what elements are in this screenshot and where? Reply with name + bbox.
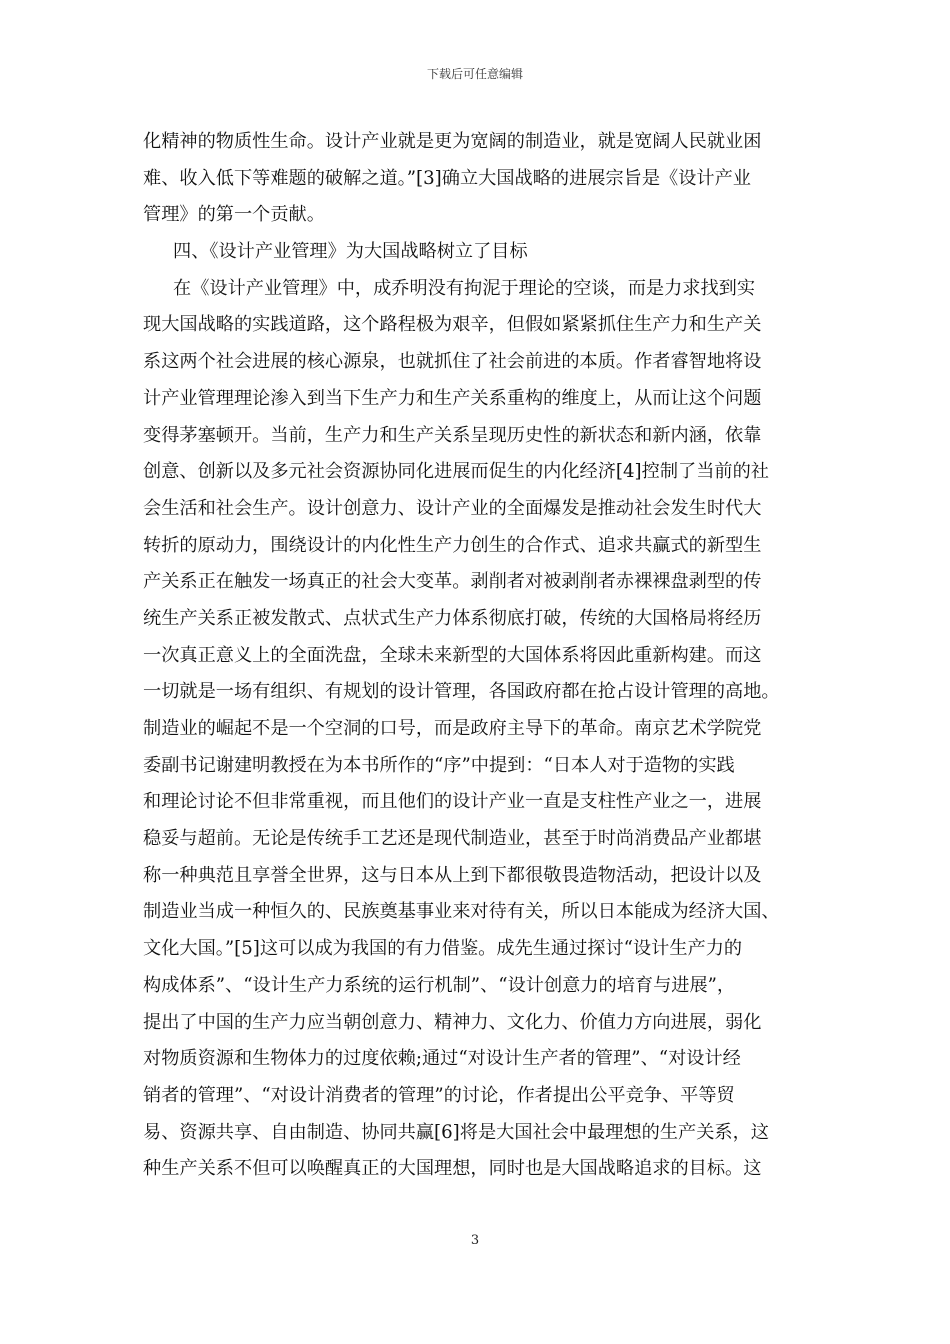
text-line: 称一种典范且享誉全世界，这与日本从上到下都很敬畏造物活动，把设计以及 bbox=[143, 864, 762, 886]
text-line: 变得茅塞顿开。当前，生产力和生产关系呈现历史性的新状态和新内涵，依靠 bbox=[143, 424, 762, 446]
text-line: 和理论讨论不但非常重视，而且他们的设计产业一直是支柱性产业之一，进展 bbox=[143, 791, 762, 813]
text-line: 化精神的物质性生命。设计产业就是更为宽阔的制造业，就是宽阔人民就业困 bbox=[143, 131, 762, 152]
text-line: 种生产关系不但可以唤醒真正的大国理想，同时也是大国战略追求的目标。这 bbox=[143, 1158, 762, 1180]
text-line: 构成体系”、“设计生产力系统的运行机制”、“设计创意力的培育与进展”， bbox=[143, 974, 736, 996]
text-line: 创意、创新以及多元社会资源协同化进展而促生的内化经济[4]控制了当前的社 bbox=[143, 461, 769, 483]
text-line: 产关系正在触发一场真正的社会大变革。剥削者对被剥削者赤裸裸盘剥型的传 bbox=[143, 571, 762, 593]
section-heading: 四、《设计产业管理》为大国战略树立了目标 bbox=[173, 241, 528, 263]
text-line: 难、收入低下等难题的破解之道。”[3]确立大国战略的进展宗旨是《设计产业 bbox=[143, 167, 751, 189]
body-text bbox=[143, 124, 813, 1188]
text-line: 销者的管理”、“对设计消费者的管理”的讨论，作者提出公平竞争、平等贸 bbox=[143, 1084, 735, 1106]
text-line: 转折的原动力，围绕设计的内化性生产力创生的合作式、追求共赢式的新型生 bbox=[143, 534, 762, 556]
text-line: 一次真正意义上的全面洗盘，全球未来新型的大国体系将因此重新构建。而这 bbox=[143, 644, 762, 666]
text-line: 稳妥与超前。无论是传统手工艺还是现代制造业，甚至于时尚消费品产业都堪 bbox=[143, 828, 762, 850]
text-line: 制造业当成一种恒久的、民族奠基事业来对待有关，所以日本能成为经济大国、 bbox=[143, 901, 780, 923]
text-line: 一切就是一场有组织、有规划的设计管理，各国政府都在抢占设计管理的高地。 bbox=[143, 681, 780, 703]
page-number: 3 bbox=[470, 1233, 480, 1248]
text-line: 制造业的崛起不是一个空洞的口号，而是政府主导下的革命。南京艺术学院党 bbox=[143, 718, 762, 739]
text-line: 对物质资源和生物体力的过度依赖;通过“对设计生产者的管理”、“对设计经 bbox=[143, 1048, 741, 1070]
text-line: 系这两个社会进展的核心源泉，也就抓住了社会前进的本质。作者睿智地将设 bbox=[143, 351, 762, 373]
text-line: 提出了中国的生产力应当朝创意力、精神力、文化力、价值力方向进展，弱化 bbox=[143, 1011, 762, 1033]
text-line: 计产业管理理论渗入到当下生产力和生产关系重构的维度上，从而让这个问题 bbox=[143, 387, 762, 409]
text-line: 管理》的第一个贡献。 bbox=[143, 204, 325, 226]
text-line: 委副书记谢建明教授在为本书所作的“序”中提到：“日本人对于造物的实践 bbox=[143, 754, 735, 776]
text-line: 文化大国。”[5]这可以成为我国的有力借鉴。成先生通过探讨“设计生产力的 bbox=[143, 938, 743, 960]
text-line: 会生活和社会生产。设计创意力、设计产业的全面爆发是推动社会发生时代大 bbox=[143, 497, 762, 519]
text-line: 统生产关系正被发散式、点状式生产力体系彻底打破，传统的大国格局将经历 bbox=[143, 607, 762, 629]
text-line: 易、资源共享、自由制造、协同共赢[6]将是大国社会中最理想的生产关系，这 bbox=[143, 1121, 769, 1143]
text-line: 在《设计产业管理》中，成乔明没有拘泥于理论的空谈，而是力求找到实 bbox=[173, 277, 756, 299]
text-line: 现大国战略的实践道路，这个路程极为艰辛，但假如紧紧抓住生产力和生产关 bbox=[143, 314, 762, 336]
page-header: 下载后可任意编辑 bbox=[426, 67, 523, 81]
